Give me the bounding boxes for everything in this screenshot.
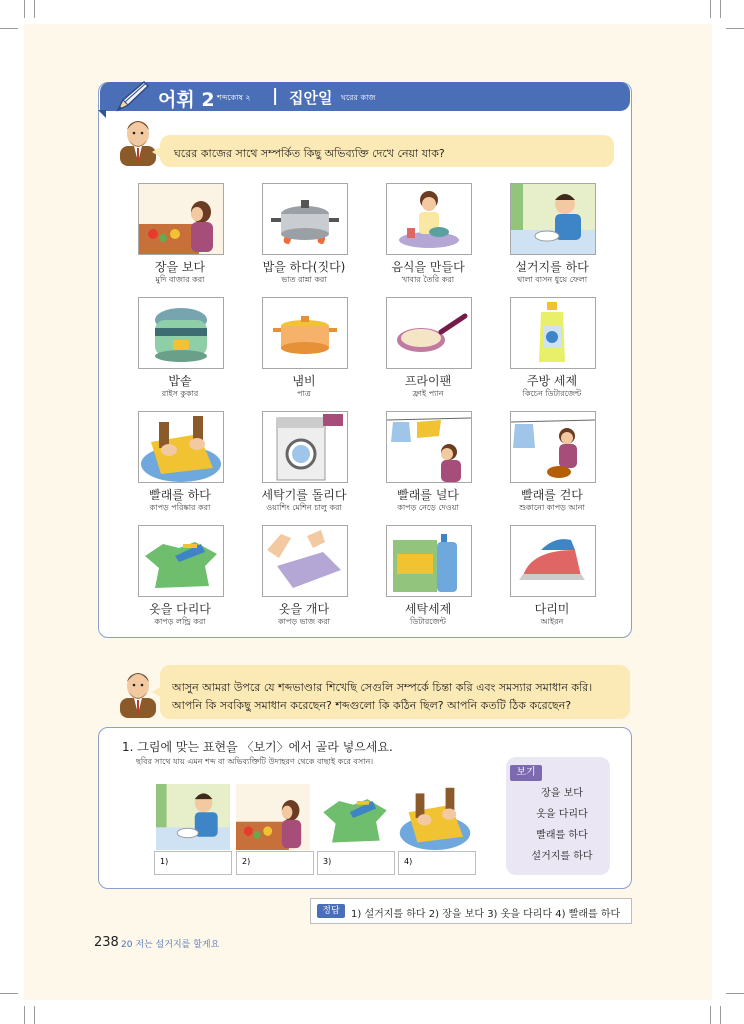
- vocab-bengali: রাইস কুকার: [161, 389, 199, 398]
- vocab-image-ricecooker: [138, 297, 224, 369]
- vocab-korean: 옷을 개다: [278, 602, 330, 616]
- crop-mark: [24, 1006, 25, 1024]
- vocab-image-collect: [510, 411, 596, 483]
- crop-mark: [24, 0, 25, 18]
- header-separator: |: [272, 86, 279, 106]
- crop-mark: [0, 993, 18, 994]
- vocab-image-pan: [386, 297, 472, 369]
- example-item: 설거지를 하다: [531, 851, 593, 862]
- answer-blank-2[interactable]: [236, 851, 314, 875]
- vocab-image-hang: [386, 411, 472, 483]
- vocab-bengali: কাপড় ভাজ করা: [278, 617, 330, 626]
- exercise-instruction: ছবির সাথে যায় এমন শব্দ বা অভিব্যক্তিটি উদাহরণ থেকে বাছাই করে বসান।: [136, 757, 374, 766]
- blank-label: 4): [404, 857, 413, 866]
- vocab-image-detergent: [386, 525, 472, 597]
- section-topic-translation: ঘরের কাজ: [341, 93, 376, 102]
- vocab-korean: 설거지를 하다: [515, 260, 589, 274]
- vocab-korean: 옷을 다리다: [149, 602, 211, 616]
- example-item: 빨래를 하다: [536, 830, 588, 841]
- crop-mark: [726, 993, 744, 994]
- vocab-image-handwash: [138, 411, 224, 483]
- vocab-image-soap: [510, 297, 596, 369]
- section-topic: 집안일: [289, 89, 333, 107]
- vocab-korean: 다리미: [534, 602, 570, 616]
- vocab-image-dishes: [510, 183, 596, 255]
- cooking-pot-icon: [263, 184, 347, 254]
- vocab-image-grocery: [138, 183, 224, 255]
- vocab-bengali: আইরন: [540, 617, 564, 626]
- crop-mark: [0, 28, 18, 29]
- rice-cooker-icon: [139, 298, 223, 368]
- answer-text: 1) 설거지를 하다 2) 장을 보다 3) 옷을 다리다 4) 빨래를 하다: [351, 909, 621, 920]
- exercise-question: 1. 그림에 맞는 표현을 〈보기〉에서 골라 넣으세요.: [122, 740, 393, 754]
- vocab-korean: 빨래를 널다: [397, 488, 459, 502]
- crop-mark: [710, 0, 711, 18]
- vocab-korean: 밥솥: [168, 374, 192, 388]
- collecting-laundry-icon: [511, 412, 595, 482]
- vocab-bengali: কাপড় নেড়ে দেওয়া: [397, 503, 459, 512]
- vocab-bengali: ফ্রাই প্যান: [412, 389, 444, 398]
- vocab-bengali: মুদি বাজার করা: [155, 275, 205, 284]
- vocab-korean: 주방 세제: [526, 374, 578, 388]
- intro-text: ঘরের কাজের সাথে সম্পর্কিত কিছু অভিব্যক্তি দেখে নেয়া যাক?: [174, 147, 445, 160]
- vocab-image-rice: [262, 183, 348, 255]
- dish-soap-icon: [511, 298, 595, 368]
- vocab-korean: 빨래를 하다: [149, 488, 211, 502]
- vocab-korean: 밥을 하다(짓다): [262, 260, 346, 274]
- blank-label: 2): [242, 857, 251, 866]
- reflection-bubble: [160, 665, 630, 719]
- hand-washing-clothes-icon: [398, 784, 472, 850]
- vocab-korean: 음식을 만들다: [391, 260, 465, 274]
- vocab-image-food: [386, 183, 472, 255]
- pot-icon: [263, 298, 347, 368]
- vocab-bengali: থালা বাসন ধুয়ে ফেলা: [516, 275, 588, 284]
- crop-mark: [720, 0, 721, 18]
- washing-dishes-icon: [511, 184, 595, 254]
- blank-label: 3): [323, 857, 332, 866]
- section-title-translation: শব্দকোষ ২: [217, 93, 251, 102]
- vocab-bengali: ডিটারজেন্ট: [410, 617, 446, 626]
- vocab-bengali: খাবার তৈরি করা: [401, 275, 455, 284]
- vocab-bengali: শুকানো কাপড় আনা: [519, 503, 585, 512]
- vocab-bengali: কাপড় পরিষ্কার করা: [149, 503, 211, 512]
- answer-blank-1[interactable]: [154, 851, 232, 875]
- header-fold: [98, 110, 106, 118]
- vocab-korean: 장을 보다: [154, 260, 206, 274]
- vocab-image-ironing: [138, 525, 224, 597]
- ironing-shirt-icon: [318, 784, 392, 850]
- intro-bubble: [160, 135, 614, 167]
- vocab-image-iron: [510, 525, 596, 597]
- grocery-shopping-icon: [236, 784, 310, 850]
- vocab-image-pot: [262, 297, 348, 369]
- vocab-korean: 세탁세제: [404, 602, 452, 616]
- exercise-image-4: [398, 784, 472, 850]
- vocab-image-fold: [262, 525, 348, 597]
- washing-dishes-icon: [156, 784, 230, 850]
- hand-washing-clothes-icon: [139, 412, 223, 482]
- example-item: 옷을 다리다: [536, 809, 588, 820]
- vocab-korean: 빨래를 걷다: [521, 488, 583, 502]
- answer-label: 정답: [317, 904, 345, 918]
- laundry-detergent-icon: [387, 526, 471, 596]
- frying-pan-icon: [387, 298, 471, 368]
- lesson-title: 20 저는 설거지를 할게요: [121, 940, 220, 950]
- grocery-shopping-icon: [139, 184, 223, 254]
- exercise-image-2: [236, 784, 310, 850]
- reflection-line-1: আসুন আমরা উপরে যে শব্দভাণ্ডার শিখেছি সেগুলি সম্পর্কে চিন্তা করি এবং সমস্যার সমাধান করি।: [172, 681, 593, 694]
- page-number: 238: [94, 935, 119, 950]
- example-label: 보기: [510, 765, 542, 781]
- vocab-bengali: কাপড় লন্ড্রি করা: [154, 617, 206, 626]
- iron-icon: [511, 526, 595, 596]
- folding-clothes-icon: [263, 526, 347, 596]
- crop-mark: [34, 1006, 35, 1024]
- cooking-food-icon: [387, 184, 471, 254]
- reflection-line-2: আপনি কি সবকিছু সমাধান করেছেন? শব্দগুলো কি কঠিন ছিল? আপনি কতটি ঠিক করেছেন?: [172, 699, 572, 712]
- answer-blank-4[interactable]: [398, 851, 476, 875]
- exercise-image-3: [318, 784, 392, 850]
- vocab-bengali: ওয়াশিং মেশিন চালু করা: [266, 503, 342, 512]
- section-header: [100, 82, 630, 111]
- blank-label: 1): [160, 857, 169, 866]
- vocab-korean: 프라이팬: [404, 374, 452, 388]
- example-item: 장을 보다: [541, 788, 583, 799]
- vocab-bengali: ভাত রান্না করা: [281, 275, 327, 284]
- crop-mark: [710, 1006, 711, 1024]
- vocab-image-machine: [262, 411, 348, 483]
- answer-key: [310, 898, 632, 924]
- crop-mark: [720, 1006, 721, 1024]
- ironing-shirt-icon: [139, 526, 223, 596]
- crop-mark: [726, 28, 744, 29]
- hanging-laundry-icon: [387, 412, 471, 482]
- answer-blank-3[interactable]: [317, 851, 395, 875]
- vocab-bengali: কিচেন ডিটারজেন্ট: [522, 389, 582, 398]
- section-title: 어휘 2: [158, 89, 215, 111]
- exercise-image-1: [156, 784, 230, 850]
- vocab-korean: 세탁기를 돌리다: [261, 488, 347, 502]
- vocab-korean: 냄비: [292, 374, 316, 388]
- washing-machine-icon: [263, 412, 347, 482]
- pencil-icon: [114, 80, 150, 112]
- crop-mark: [34, 0, 35, 18]
- vocab-bengali: পাত্র: [297, 389, 311, 398]
